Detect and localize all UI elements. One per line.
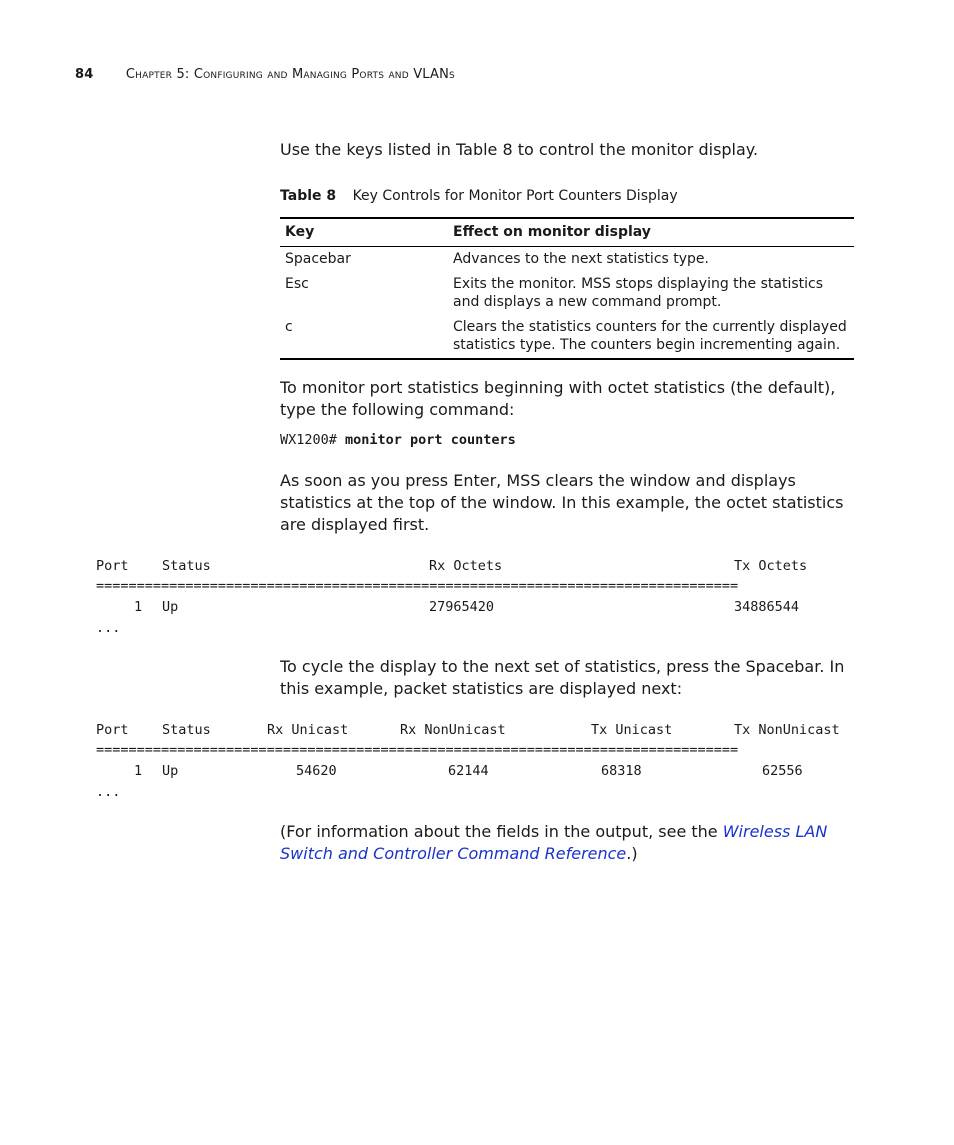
key-cell: c bbox=[285, 319, 293, 335]
output-header-tx-unicast: Tx Unicast bbox=[591, 722, 673, 738]
output-ellipsis: ... bbox=[96, 784, 121, 800]
command-example bbox=[280, 432, 516, 448]
table-row bbox=[280, 247, 854, 273]
reference-paragraph bbox=[280, 821, 860, 865]
effect-cell: Exits the monitor. MSS stops displaying the statistics and displays a new command prompt. bbox=[453, 276, 823, 310]
page-header bbox=[75, 67, 455, 82]
output-header-rx-nonunicast: Rx NonUnicast bbox=[400, 722, 506, 738]
output-tx-nonunicast-value: 62556 bbox=[762, 763, 803, 779]
packet-description-paragraph: To cycle the display to the next set of statistics, press the Spacebar. In this example, packet statistics are displayed next: bbox=[280, 657, 845, 698]
chapter-title: Chapter 5: Configuring and Managing Ports and VLANs bbox=[125, 67, 455, 82]
table-row bbox=[280, 315, 854, 359]
output-header-port: Port bbox=[96, 558, 129, 574]
table-header-row bbox=[280, 218, 854, 247]
output-header-tx-nonunicast: Tx NonUnicast bbox=[734, 722, 840, 738]
output-header-rx-unicast: Rx Unicast bbox=[267, 722, 349, 738]
page-number: 84 bbox=[75, 67, 94, 82]
output-header-status: Status bbox=[162, 558, 211, 574]
table-row bbox=[280, 272, 854, 315]
output-rx-octets-value: 27965420 bbox=[429, 599, 495, 615]
column-header-effect: Effect on monitor display bbox=[448, 218, 854, 247]
key-controls-table bbox=[280, 217, 854, 360]
output-rx-unicast-value: 54620 bbox=[296, 763, 337, 779]
octet-description-paragraph: As soon as you press Enter, MSS clears the window and displays statistics at the top of the window. In this example, the octet statistics are displayed first. bbox=[280, 471, 844, 534]
output-separator: =============================================================================== bbox=[96, 578, 739, 594]
key-cell: Esc bbox=[285, 276, 309, 292]
output-ellipsis: ... bbox=[96, 620, 121, 636]
output-status-value: Up bbox=[162, 599, 179, 615]
table-label: Table 8 bbox=[280, 188, 337, 204]
output-tx-octets-value: 34886544 bbox=[734, 599, 800, 615]
output-rx-nonunicast-value: 62144 bbox=[448, 763, 489, 779]
key-cell: Spacebar bbox=[285, 251, 351, 267]
effect-cell: Clears the statistics counters for the currently displayed statistics type. The counters begin incrementing again. bbox=[453, 319, 847, 353]
output-header-port: Port bbox=[96, 722, 129, 738]
intro-paragraph: Use the keys listed in Table 8 to control the monitor display. bbox=[280, 140, 759, 159]
reference-text-before: (For information about the fields in the output, see the bbox=[280, 822, 723, 841]
output-separator: =============================================================================== bbox=[96, 742, 739, 758]
output-status-value: Up bbox=[162, 763, 179, 779]
output-port-value: 1 bbox=[134, 763, 143, 779]
command-prompt: WX1200# bbox=[280, 432, 346, 448]
output-header-rx-octets: Rx Octets bbox=[429, 558, 503, 574]
command-reference-link[interactable]: Wireless LAN Switch and Controller Command Reference bbox=[280, 822, 828, 863]
column-header-key: Key bbox=[280, 218, 448, 247]
command-text: monitor port counters bbox=[345, 432, 516, 448]
output-port-value: 1 bbox=[134, 599, 143, 615]
effect-cell: Advances to the next statistics type. bbox=[453, 251, 709, 267]
reference-text-after: .) bbox=[626, 844, 638, 863]
output-header-status: Status bbox=[162, 722, 211, 738]
output-tx-unicast-value: 68318 bbox=[601, 763, 642, 779]
command-intro-paragraph: To monitor port statistics beginning with octet statistics (the default), type the following command: bbox=[280, 378, 836, 419]
output-header-tx-octets: Tx Octets bbox=[734, 558, 808, 574]
table-caption-text: Key Controls for Monitor Port Counters Display bbox=[352, 188, 678, 204]
table-caption bbox=[280, 188, 678, 204]
